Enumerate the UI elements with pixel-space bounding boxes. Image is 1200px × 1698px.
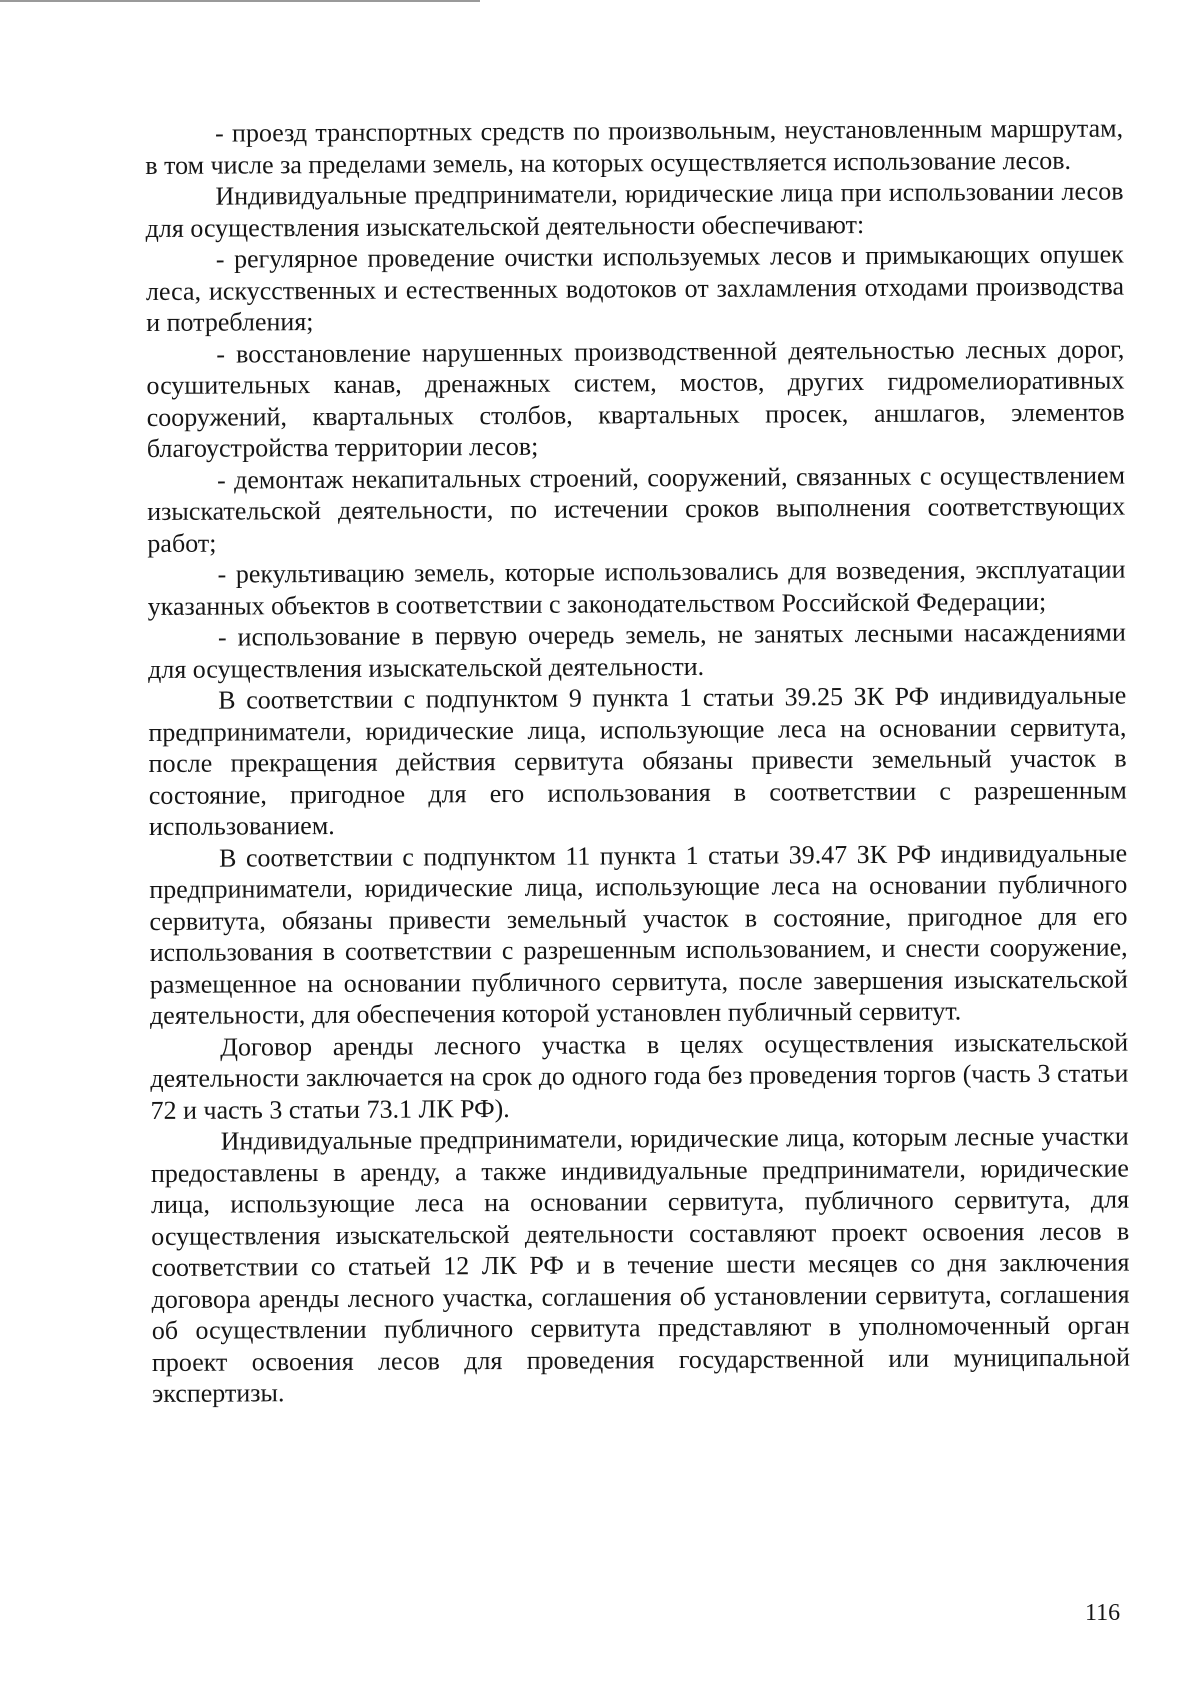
document-body <box>145 113 1130 1410</box>
paragraph-11: Индивидуальные предприниматели, юридические лица, которым лесные участки предоставлены в аренду, а также индивидуальные предприниматели, юридические лица, использующие леса на основании сервитута, публичного сервитута, для осуществления изыскательской деятельности составляют проект освоения лесов в соответствии со статьей 12 ЛК РФ и в течение шести месяцев со дня заключения договора аренды лесного участка, соглашения об установлении сервитута, соглашения об осуществлении публичного сервитута представляют в уполномоченный орган проект освоения лесов для проведения государственной или муниципальной экспертизы. <box>150 1121 1131 1408</box>
paragraph-8: В соответствии с подпунктом 9 пункта 1 статьи 39.25 ЗК РФ индивидуальные предприниматели, юридические лица, использующие леса на основании сервитута, после прекращения действия сервитута обязаны привести земельный участок в состояние, пригодное для его использования в соответствии с разрешенным использованием. <box>148 680 1127 841</box>
paragraph-9: В соответствии с подпунктом 11 пункта 1 статьи 39.47 ЗК РФ индивидуальные предприниматели, юридические лица, использующие леса на основании публичного сервитута, обязаны привести земельный участок в состояние, пригодное для его использования в соответствии с разрешенным использованием, и снести сооружение, размещенное на основании публичного сервитута, после завершения изыскательской деятельности, для обеспечения которой установлен публичный сервитут. <box>149 838 1128 1030</box>
paragraph-10: Договор аренды лесного участка в целях осуществления изыскательской деятельности заключается на срок до одного года без проведения торгов (часть 3 статьи 72 и часть 3 статьи 73.1 ЛК РФ). <box>150 1027 1129 1125</box>
paragraph-7: - использование в первую очередь земель, не занятых лесными насаждениями для осуществления изыскательской деятельности. <box>147 617 1126 684</box>
scan-edge-line <box>0 0 480 2</box>
paragraph-4: - восстановление нарушенных производственной деятельностью лесных дорог, осушительных канав, дренажных систем, мостов, других гидромелиоративных сооружений, квартальных столбов, квартальных просек, аншлагов, элементов благоустройства территории лесов; <box>146 334 1125 463</box>
paragraph-3: - регулярное проведение очистки используемых лесов и примыкающих опушек леса, искусственных и естественных водотоков от захламления отходами производства и потребления; <box>145 239 1125 337</box>
paragraph-1: - проезд транспортных средств по произвольным, неустановленным маршрутам, в том числе за пределами земель, на которых осуществляется использование лесов. <box>145 113 1124 180</box>
paragraph-6: - рекультивацию земель, которые использовались для возведения, эксплуатации указанных объектов в соответствии с законодательством Российской Федерации; <box>147 554 1126 621</box>
page-number: 116 <box>1085 1600 1121 1626</box>
paragraph-2: Индивидуальные предприниматели, юридические лица при использовании лесов для осуществления изыскательской деятельности обеспечивают: <box>145 176 1124 243</box>
paragraph-5: - демонтаж некапитальных строений, сооружений, связанных с осуществлением изыскательской деятельности, по истечении сроков выполнения соответствующих работ; <box>147 460 1126 558</box>
